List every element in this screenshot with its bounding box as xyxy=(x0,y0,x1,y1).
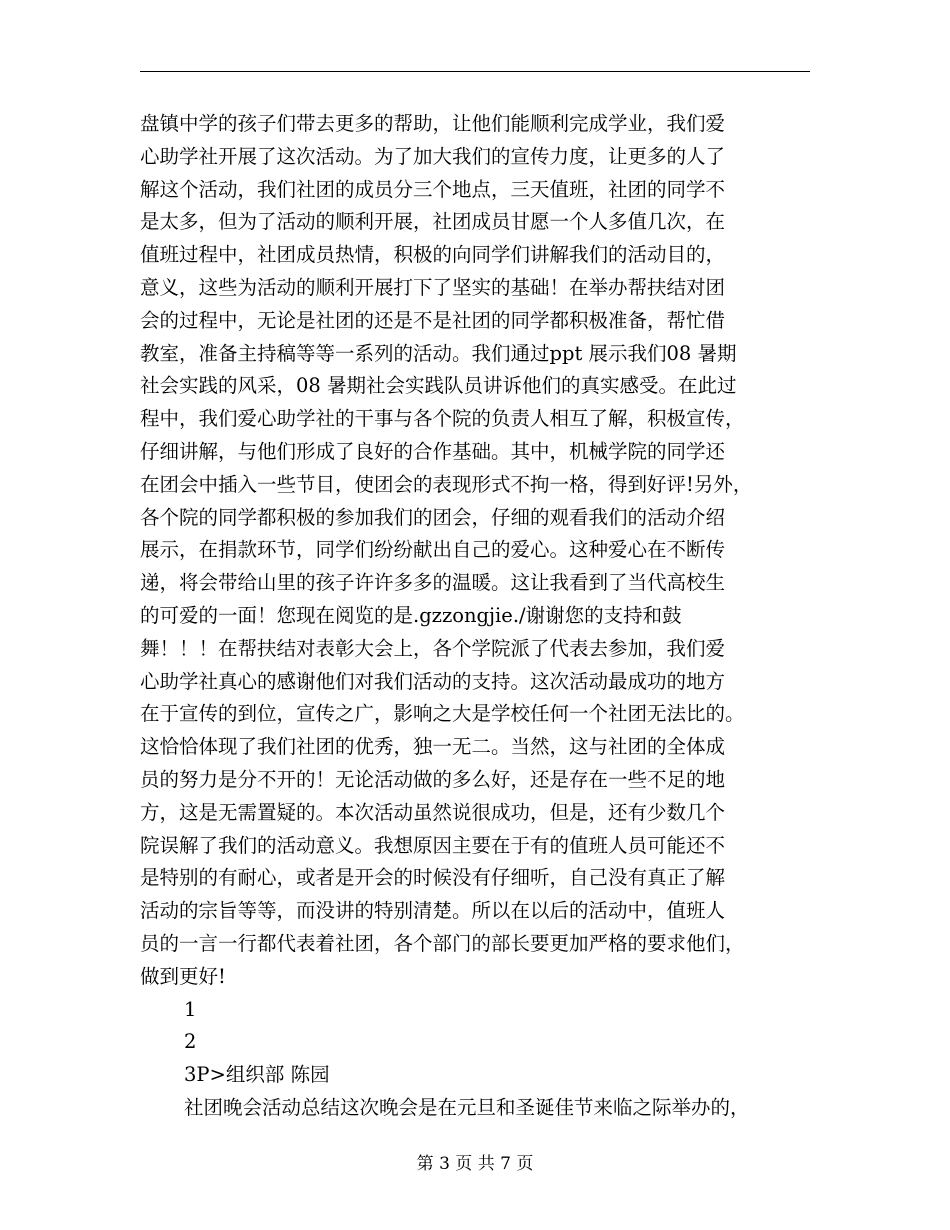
paragraph-line: 是太多，但为了活动的顺利开展，社团成员甘愿一个人多值几次，在 xyxy=(140,210,726,234)
page-footer: 第 3 页 共 7 页 xyxy=(416,1154,534,1174)
document-body xyxy=(140,108,812,1125)
paragraph-line: 意义，这些为活动的顺利开展打下了坚实的基础！在举办帮扶结对团 xyxy=(140,275,726,299)
paragraph-line: 各个院的同学都积极的参加我们的团会，仔细的观看我们的活动介绍 xyxy=(140,505,726,529)
paragraph-line: 教室，准备主持稿等等一系列的活动。我们通过ppt 展示我们08 暑期 xyxy=(140,341,737,365)
paragraph-line: 仔细讲解，与他们形成了良好的合作基础。其中，机械学院的同学还 xyxy=(140,439,726,463)
paragraph-line: 是特别的有耐心，或者是开会的时候没有仔细听，自己没有真正了解 xyxy=(140,866,726,890)
paragraph-line: 在团会中插入一些节目，使团会的表现形式不拘一格，得到好评!另外， xyxy=(140,472,753,496)
next-paragraph-line: 社团晚会活动总结这次晚会是在元旦和圣诞佳节来临之际举办的， xyxy=(184,1095,750,1119)
paragraph-line: 舞！！！在帮扶结对表彰大会上，各个学院派了代表去参加，我们爱 xyxy=(140,636,726,660)
list-marker-2: 2 xyxy=(184,1030,197,1054)
paragraph-line: 员的努力是分不开的！无论活动做的多么好，还是存在一些不足的地 xyxy=(140,767,726,791)
section-heading: 3P>组织部 陈园 xyxy=(184,1063,330,1087)
paragraph-line: 会的过程中，无论是社团的还是不是社团的同学都积极准备，帮忙借 xyxy=(140,308,726,332)
paragraph-line: 解这个活动，我们社团的成员分三个地点，三天值班，社团的同学不 xyxy=(140,177,726,201)
paragraph-line: 这恰恰体现了我们社团的优秀，独一无二。当然，这与社团的全体成 xyxy=(140,735,726,759)
paragraph-line: 递，将会带给山里的孩子许许多多的温暖。这让我看到了当代高校生 xyxy=(140,571,726,595)
paragraph-line: 做到更好! xyxy=(140,964,226,988)
paragraph-line: 社会实践的风采，08 暑期社会实践队员讲诉他们的真实感受。在此过 xyxy=(140,374,737,398)
paragraph-line: 值班过程中，社团成员热情，积极的向同学们讲解我们的活动目的， xyxy=(140,243,726,267)
list-marker-1: 1 xyxy=(184,997,197,1021)
paragraph-line: 展示，在捐款环节，同学们纷纷献出自己的爱心。这种爱心在不断传 xyxy=(140,538,726,562)
paragraph-line: 院误解了我们的活动意义。我想原因主要在于有的值班人员可能还不 xyxy=(140,833,726,857)
paragraph-line: 的可爱的一面！您现在阅览的是.gzzongjie./谢谢您的支持和鼓 xyxy=(140,603,682,627)
paragraph-line: 方，这是无需置疑的。本次活动虽然说很成功，但是，还有少数几个 xyxy=(140,800,726,824)
paragraph-line: 在于宣传的到位，宣传之广，影响之大是学校任何一个社团无法比的。 xyxy=(140,702,745,726)
header-rule xyxy=(140,71,810,72)
paragraph-line: 活动的宗旨等等，而没讲的特别清楚。所以在以后的活动中，值班人 xyxy=(140,899,726,923)
paragraph-line: 员的一言一行都代表着社团，各个部门的部长要更加严格的要求他们， xyxy=(140,931,745,955)
paragraph-line: 心助学社真心的感谢他们对我们活动的支持。这次活动最成功的地方 xyxy=(140,669,726,693)
paragraph-line: 盘镇中学的孩子们带去更多的帮助，让他们能顺利完成学业，我们爱 xyxy=(140,112,726,135)
paragraph-line: 心助学社开展了这次活动。为了加大我们的宣传力度，让更多的人了 xyxy=(140,144,726,168)
paragraph-line: 程中，我们爱心助学社的干事与各个院的负责人相互了解，积极宣传， xyxy=(140,407,745,431)
